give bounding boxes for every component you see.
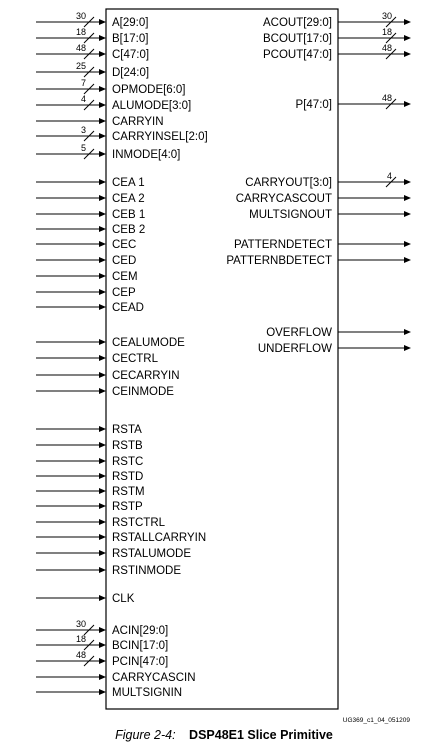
input-arrowhead — [99, 488, 106, 494]
input-pin-rstctrl — [36, 517, 166, 529]
output-pin-multsignout — [249, 209, 411, 221]
input-label: CEALUMODE — [112, 337, 185, 349]
input-label: OPMODE[6:0] — [112, 84, 186, 96]
input-arrowhead — [99, 118, 106, 124]
input-pin-cep — [36, 287, 136, 299]
figure-caption — [0, 728, 448, 742]
output-arrowhead — [404, 35, 411, 41]
input-label: CEA 2 — [112, 193, 145, 205]
output-label: PATTERNBDETECT — [226, 255, 332, 267]
bus-width: 18 — [75, 634, 86, 644]
bus-width: 30 — [75, 11, 86, 21]
input-label: CEM — [112, 271, 138, 283]
output-arrowhead — [404, 101, 411, 107]
bus-width: 18 — [381, 27, 392, 37]
bus-width: 48 — [75, 43, 86, 53]
input-label: CLK — [112, 593, 135, 605]
input-arrowhead — [99, 19, 106, 25]
bus-width: 5 — [80, 143, 86, 153]
input-pin-cea-2 — [36, 193, 145, 205]
input-label: D[24:0] — [112, 67, 150, 79]
input-arrowhead — [99, 355, 106, 361]
output-arrowhead — [404, 179, 411, 185]
bus-width: 30 — [75, 619, 86, 629]
output-arrowhead — [404, 51, 411, 57]
input-arrowhead — [99, 503, 106, 509]
input-arrowhead — [99, 133, 106, 139]
input-pin-rstc — [36, 456, 143, 468]
bus-width: 3 — [80, 125, 86, 135]
input-label: CECARRYIN — [112, 370, 180, 382]
bus-width: 25 — [75, 61, 86, 71]
bus-width: 48 — [381, 93, 392, 103]
input-label: B[17:0] — [112, 33, 149, 45]
input-pin-rsta — [36, 424, 142, 436]
input-arrowhead — [99, 304, 106, 310]
input-arrowhead — [99, 35, 106, 41]
input-label: ALUMODE[3:0] — [112, 100, 192, 112]
output-arrowhead — [404, 345, 411, 351]
output-label: BCOUT[17:0] — [262, 33, 332, 45]
input-label: CEC — [112, 239, 137, 251]
input-arrowhead — [99, 550, 106, 556]
input-pin-ced — [36, 255, 136, 267]
input-arrowhead — [99, 388, 106, 394]
caption-label: Figure 2-4: — [115, 728, 176, 742]
output-label: PCOUT[47:0] — [262, 49, 332, 61]
input-arrowhead — [99, 567, 106, 573]
output-arrowhead — [404, 241, 411, 247]
output-label: P[47:0] — [295, 99, 332, 111]
input-arrowhead — [99, 273, 106, 279]
input-label: CARRYINSEL[2:0] — [112, 131, 208, 143]
input-label: RSTA — [112, 424, 142, 436]
output-label: PATTERNDETECT — [234, 239, 332, 251]
input-arrowhead — [99, 658, 106, 664]
input-label: INMODE[4:0] — [112, 149, 181, 161]
input-pin-ceb-1 — [36, 209, 145, 221]
input-label: CECTRL — [112, 353, 159, 365]
input-label: RSTB — [112, 440, 143, 452]
output-pin-patterndetect — [234, 239, 411, 251]
input-pin-rstm — [36, 486, 145, 498]
input-label: CARRYCASCIN — [112, 672, 196, 684]
input-pin-rstb — [36, 440, 143, 452]
input-arrowhead — [99, 195, 106, 201]
input-label: RSTALUMODE — [112, 548, 192, 560]
input-arrowhead — [99, 442, 106, 448]
input-pin-clk — [36, 593, 135, 605]
input-pin-ceb-2 — [36, 224, 145, 236]
input-pin-rstallcarryin — [36, 532, 206, 544]
input-arrowhead — [99, 211, 106, 217]
input-arrowhead — [99, 674, 106, 680]
input-label: RSTD — [112, 471, 144, 483]
input-pin-ceinmode — [36, 386, 174, 398]
bus-width: 30 — [381, 11, 392, 21]
input-arrowhead — [99, 51, 106, 57]
caption-title: DSP48E1 Slice Primitive — [189, 728, 333, 742]
input-pin-carryin — [36, 116, 164, 128]
input-arrowhead — [99, 339, 106, 345]
output-pin-carrycascout — [236, 193, 411, 205]
input-arrowhead — [99, 102, 106, 108]
bus-width: 4 — [386, 171, 392, 181]
input-arrowhead — [99, 689, 106, 695]
input-label: RSTCTRL — [112, 517, 166, 529]
output-arrowhead — [404, 329, 411, 335]
input-arrowhead — [99, 458, 106, 464]
input-pin-cec — [36, 239, 136, 251]
bus-width: 7 — [80, 78, 86, 88]
input-label: CEA 1 — [112, 177, 145, 189]
output-label: ACOUT[29:0] — [262, 17, 332, 29]
input-label: ACIN[29:0] — [112, 625, 169, 637]
input-label: PCIN[47:0] — [112, 656, 169, 668]
bus-width: 4 — [80, 94, 86, 104]
figure-note: UG369_c1_04_051209 — [342, 717, 410, 724]
input-arrowhead — [99, 426, 106, 432]
output-label: CARRYOUT[3:0] — [245, 177, 332, 189]
input-label: RSTM — [112, 486, 145, 498]
input-pin-cea-1 — [36, 177, 145, 189]
output-pin-patternbdetect — [226, 255, 411, 267]
input-pin-carrycascin — [36, 672, 196, 684]
input-label: CEP — [112, 287, 136, 299]
input-arrowhead — [99, 595, 106, 601]
input-arrowhead — [99, 372, 106, 378]
bus-width: 48 — [75, 650, 86, 660]
input-label: RSTALLCARRYIN — [112, 532, 207, 544]
output-arrowhead — [404, 195, 411, 201]
input-pin-cem — [36, 271, 138, 283]
input-arrowhead — [99, 241, 106, 247]
bus-width: 18 — [75, 27, 86, 37]
input-label: CED — [112, 255, 137, 267]
input-label: RSTP — [112, 501, 143, 513]
input-arrowhead — [99, 642, 106, 648]
input-label: BCIN[17:0] — [112, 640, 169, 652]
input-label: RSTINMODE — [112, 565, 181, 577]
input-label: CEAD — [112, 302, 144, 314]
output-label: OVERFLOW — [266, 327, 332, 339]
input-label: CARRYIN — [112, 116, 164, 128]
input-pin-rstp — [36, 501, 143, 513]
input-label: CEB 1 — [112, 209, 146, 221]
input-label: A[29:0] — [112, 17, 149, 29]
input-arrowhead — [99, 257, 106, 263]
input-pin-cectrl — [36, 353, 159, 365]
input-arrowhead — [99, 179, 106, 185]
input-arrowhead — [99, 151, 106, 157]
output-arrowhead — [404, 19, 411, 25]
input-arrowhead — [99, 519, 106, 525]
input-arrowhead — [99, 86, 106, 92]
output-label: MULTSIGNOUT — [249, 209, 332, 221]
input-arrowhead — [99, 534, 106, 540]
output-arrowhead — [404, 211, 411, 217]
input-arrowhead — [99, 627, 106, 633]
input-pin-rstd — [36, 471, 143, 483]
input-label: CEINMODE — [112, 386, 174, 398]
input-pin-cead — [36, 302, 144, 314]
input-label: MULTSIGNIN — [112, 687, 183, 699]
input-arrowhead — [99, 69, 106, 75]
input-pin-rstalumode — [36, 548, 191, 560]
input-label: C[47:0] — [112, 49, 150, 61]
input-label: RSTC — [112, 456, 144, 468]
input-arrowhead — [99, 289, 106, 295]
output-arrowhead — [404, 257, 411, 263]
input-label: CEB 2 — [112, 224, 146, 236]
bus-width: 48 — [381, 43, 392, 53]
input-arrowhead — [99, 226, 106, 232]
output-label: UNDERFLOW — [257, 343, 332, 355]
output-label: CARRYCASCOUT — [235, 193, 332, 205]
input-arrowhead — [99, 473, 106, 479]
